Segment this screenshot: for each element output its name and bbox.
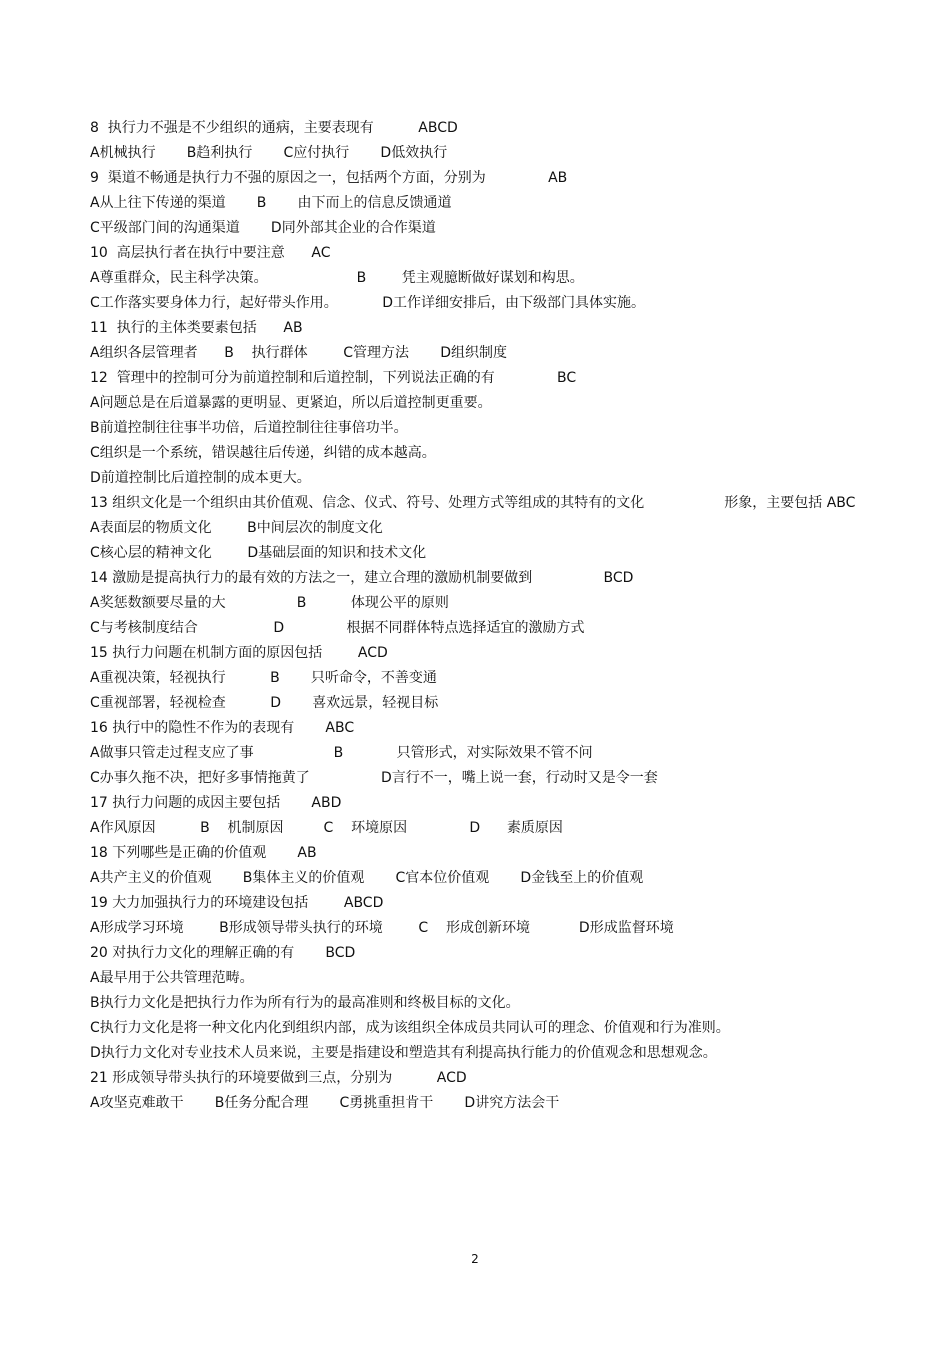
text-line: C工作落实要身体力行，起好带头作用。 D工作详细安排后，由下级部门具体实施。 (90, 295, 646, 311)
text-line: 9 渠道不畅通是执行力不强的原因之一，包括两个方面，分别为 AB (90, 170, 568, 186)
text-line: A形成学习环境 B形成领导带头执行的环境 C 形成创新环境 D形成监督环境 (90, 920, 674, 936)
text-line: C平级部门间的沟通渠道 D同外部其企业的合作渠道 (90, 220, 436, 236)
text-line: C组织是一个系统，错误越往后传递，纠错的成本越高。 (90, 445, 436, 461)
text-line: C重视部署，轻视检查 D 喜欢远景，轻视目标 (90, 695, 439, 711)
text-line: 14 激励是提高执行力的最有效的方法之一，建立合理的激励机制要做到 BCD (90, 570, 634, 586)
text-line: 8 执行力不强是不少组织的通病，主要表现有 ABCD (90, 120, 458, 136)
text-line: 16 执行中的隐性不作为的表现有 ABC (90, 720, 355, 736)
text-line: 21 形成领导带头执行的环境要做到三点，分别为 ACD (90, 1070, 467, 1086)
text-line: A问题总是在后道暴露的更明显、更紧迫，所以后道控制更重要。 (90, 395, 492, 411)
text-line: C执行力文化是将一种文化内化到组织内部，成为该组织全体成员共同认可的理念、价值观和行为准则。 (90, 1020, 730, 1036)
text-line: A表面层的物质文化 B中间层次的制度文化 (90, 520, 383, 536)
text-line: A重视决策，轻视执行 B 只听命令，不善变通 (90, 670, 437, 686)
text-line: 20 对执行力文化的理解正确的有 BCD (90, 945, 356, 961)
question-13-part2: 形象，主要包括 ABC (724, 495, 856, 511)
text-line: A作风原因 B 机制原因 C 环境原因 D 素质原因 (90, 820, 563, 836)
text-line: C核心层的精神文化 D基础层面的知识和技术文化 (90, 545, 427, 561)
text-line: 19 大力加强执行力的环境建设包括 ABCD (90, 895, 384, 911)
text-line: A组织各层管理者 B 执行群体 C管理方法 D组织制度 (90, 345, 507, 361)
text-line: A做事只管走过程支应了事 B 只管形式，对实际效果不管不问 (90, 745, 593, 761)
text-line: B执行力文化是把执行力作为所有行为的最高准则和终极目标的文化。 (90, 995, 520, 1011)
text-line: 18 下列哪些是正确的价值观 AB (90, 845, 317, 861)
page-number: 2 (471, 1252, 479, 1266)
text-line: A从上往下传递的渠道 B 由下而上的信息反馈通道 (90, 195, 452, 211)
text-line: D执行力文化对专业技术人员来说，主要是指建设和塑造其有利提高执行能力的价值观念和思想观念。 (90, 1045, 717, 1061)
text-line: 11 执行的主体类要素包括 AB (90, 320, 303, 336)
text-line: 12 管理中的控制可分为前道控制和后道控制，下列说法正确的有 BC (90, 370, 577, 386)
question-13-part1: 13 组织文化是一个组织由其价值观、信念、仪式、符号、处理方式等组成的其特有的文化 (90, 495, 645, 511)
text-line: 17 执行力问题的成因主要包括 ABD (90, 795, 342, 811)
text-line: B前道控制往往事半功倍，后道控制往往事倍功半。 (90, 420, 408, 436)
question-list (90, 116, 860, 1116)
question-13 (90, 491, 860, 516)
text-line: A机械执行 B趋利执行 C应付执行 D低效执行 (90, 145, 448, 161)
text-line: A共产主义的价值观 B集体主义的价值观 C官本位价值观 D金钱至上的价值观 (90, 870, 644, 886)
text-line: A尊重群众，民主科学决策。 B 凭主观臆断做好谋划和构思。 (90, 270, 584, 286)
text-line: 15 执行力问题在机制方面的原因包括 ACD (90, 645, 388, 661)
text-line: 10 高层执行者在执行中要注意 AC (90, 245, 331, 261)
text-line: A奖惩数额要尽量的大 B 体现公平的原则 (90, 595, 449, 611)
text-line: D前道控制比后道控制的成本更大。 (90, 470, 311, 486)
text-line: A最早用于公共管理范畴。 (90, 970, 254, 986)
text-line: C与考核制度结合 D 根据不同群体特点选择适宜的激励方式 (90, 620, 585, 636)
text-line: A攻坚克难敢干 B任务分配合理 C勇挑重担肯干 D讲究方法会干 (90, 1095, 560, 1111)
text-line: C办事久拖不决，把好多事情拖黄了 D言行不一，嘴上说一套，行动时又是令一套 (90, 770, 658, 786)
